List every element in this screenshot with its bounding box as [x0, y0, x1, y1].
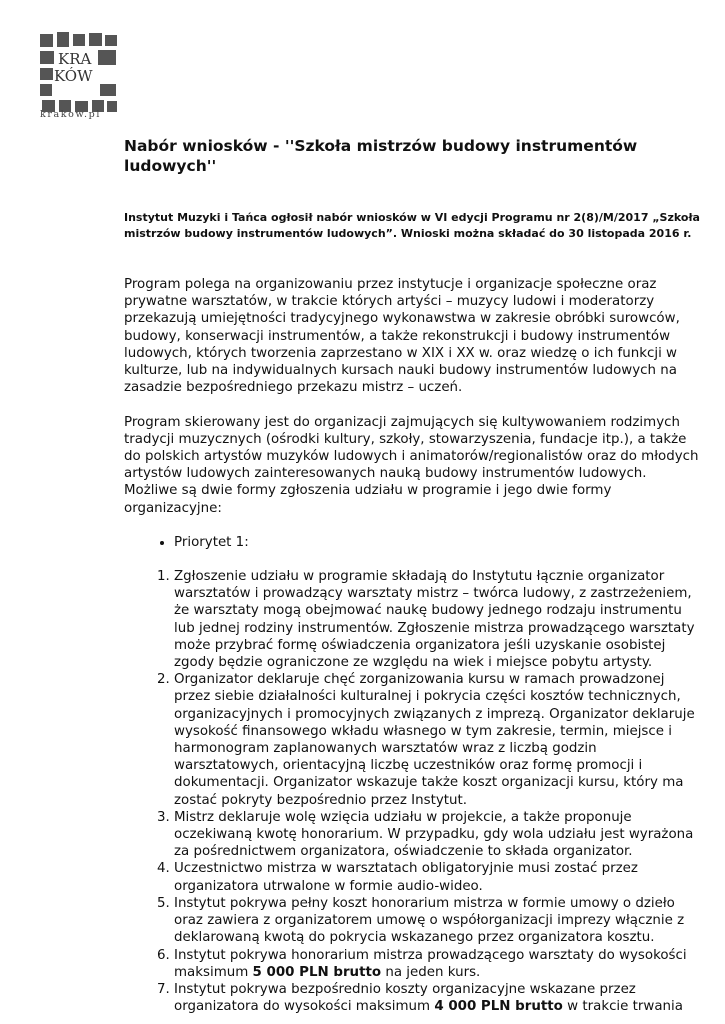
rule-item: 2. Organizator deklaruje chęć zorganizowania kursu w ramach prowadzonej przez siebie działalności kulturalnej i pokrycia części kosztów technicznych, organizacyjnych i promocyjnych związanych z imprezą. Organizator deklaruje wysokość finansowego wkładu własnego w tym zakresie, termin, miejsce i harmonogram zaplanowanych warsztatów wraz z liczbą godzin warsztatowych, orientacyjną liczbę uczestników oraz formę promocji i dokumentacji. Organizator wskazuje także koszt organizacji kursu, który ma zostać pokryty bezpośrednio przez Instytut.	[174, 671, 704, 809]
page-title: Nabór wniosków - ''Szkoła mistrzów budowy instrumentów ludowych''	[124, 137, 638, 175]
rule-item	[174, 981, 704, 1015]
logo-text-line1: KRA	[58, 50, 92, 68]
logo-text-line2: KÓW	[54, 67, 93, 85]
rule-text: Instytut pokrywa honorarium mistrza prowadzącego warsztaty do wysokości maksimum	[174, 947, 687, 980]
rule-item	[174, 947, 704, 981]
rule-amount: 5 000 PLN brutto	[252, 964, 382, 980]
rule-item: 4. Uczestnictwo mistrza w warsztatach obligatoryjnie musi zostać przez organizatora utrwalone w formie audio-wideo.	[174, 860, 704, 894]
rule-amount: 4 000 PLN brutto	[434, 999, 563, 1015]
paragraph-program-target: Program skierowany jest do organizacji zajmujących się kultywowaniem rodzimych tradycji muzycznych (ośrodki kultury, szkoły, stowarzyszenia, fundacje itp.), a także do polskich artystów muzyków ludowych i animatorów/regionalistów oraz do młodych artystów ludowych zainteresowanych nauką budowy instrumentów ludowych. Możliwe są dwie formy zgłoszenia udziału w programie i jego dwie formy organizacyjne:	[124, 414, 699, 516]
rules-list	[124, 568, 704, 1015]
priority-1: • Priorytet 1:	[174, 534, 704, 551]
rule-item: 1. Zgłoszenie udziału w programie składają do Instytutu łącznie organizator warsztatów i prowadzący warsztaty mistrz – twórca ludowy, z zastrzeżeniem, że warsztaty mogą obejmować naukę budowy jednego rodzaju instrumentu lub jednej rodziny instrumentów. Zgłoszenie mistrza prowadzącego warsztaty może przybrać formę oświadczenia organizatora jeśli uzyskanie osobistej zgody będzie ograniczone ze względu na wiek i miejsce pobytu artysty.	[174, 568, 704, 671]
rule-text: Instytut pokrywa bezpośrednio koszty organizacyjne wskazane przez organizatora do wysokości maksimum	[174, 981, 636, 1015]
logo-caption: krakow.pl	[40, 109, 101, 120]
lead-paragraph: Instytut Muzyki i Tańca ogłosił nabór wniosków w VI edycji Programu nr 2(8)/M/2017 „Szkoła mistrzów budowy instrumentów ludowych”. Wnioski można składać do 30 listopada 2016 r.	[124, 211, 700, 240]
rule-text: na jeden kurs.	[381, 964, 481, 980]
article	[124, 136, 704, 1015]
paragraph-program-description: Program polega na organizowaniu przez instytucje i organizacje społeczne oraz prywatne warsztatów, w trakcie których artyści – muzycy ludowi i moderatorzy przekazują umiejętności tradycyjnego wykonawstwa w zakresie obróbki surowców, budowy, konserwacji instrumentów, a także rekonstrukcji i budowy instrumentów ludowych, których tworzenia zaprzestano w XIX i XX w. oraz wiedzę o ich funkcji w kulturze, lub na indywidualnych kursach nauki budowy instrumentów ludowych na zasadzie bezpośredniego przekazu mistrz – uczeń.	[124, 277, 680, 396]
priority-list	[124, 534, 704, 551]
rule-text: w trakcie trwania	[562, 999, 683, 1015]
rule-item: 3. Mistrz deklaruje wolę wzięcia udziału w projekcie, a także proponuje oczekiwaną kwotę honorarium. W przypadku, gdy wola udziału jest wyrażona za pośrednictwem organizatora, oświadczenie to składa organizator.	[174, 809, 704, 861]
rule-item: 5. Instytut pokrywa pełny koszt honorarium mistrza w formie umowy o dzieło oraz zawiera z organizatorem umowę o współorganizacji imprezy włącznie z deklarowaną kwotą do pokrycia wskazanego przez organizatora kosztu.	[174, 895, 704, 947]
